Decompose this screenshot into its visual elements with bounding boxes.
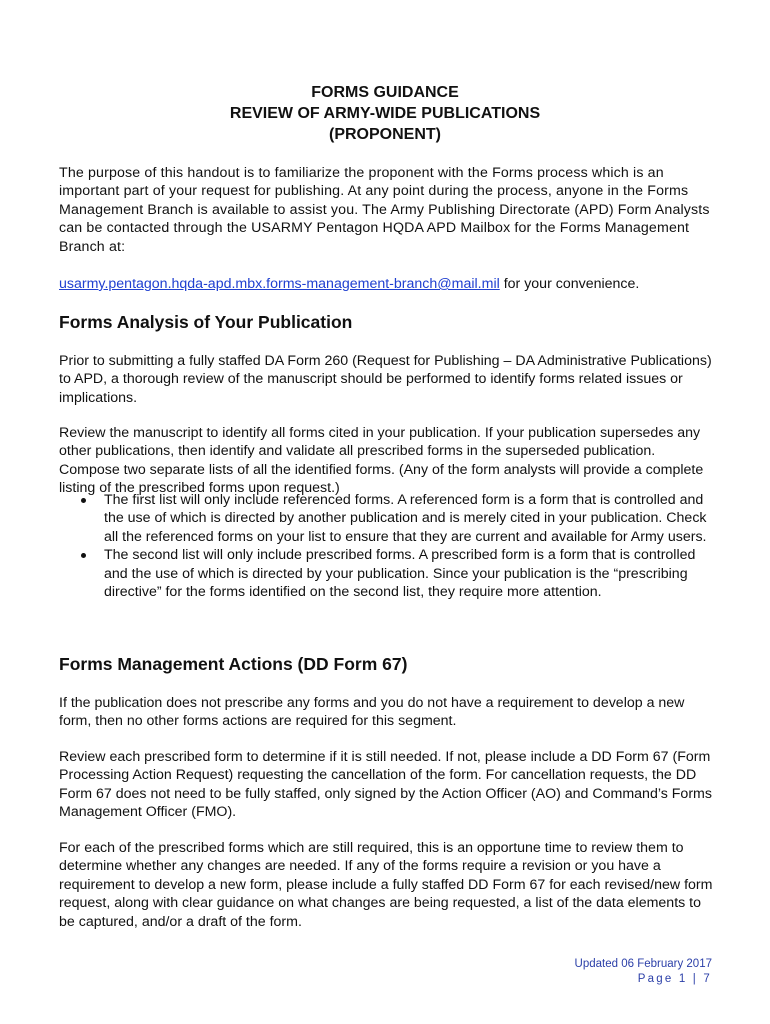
list-item — [59, 491, 719, 546]
bullet-icon — [81, 553, 86, 558]
section-heading-forms-management: Forms Management Actions (DD Form 67) — [59, 654, 408, 674]
document-title — [0, 82, 770, 145]
section-heading-forms-analysis: Forms Analysis of Your Publication — [59, 312, 353, 332]
title-line-3: (PROPONENT) — [329, 126, 441, 143]
list-item — [59, 546, 719, 601]
list-item-text: The second list will only include prescribed forms. A prescribed form is a form that is controlled and the use of which is directed by your publication. Since your publication is the “prescribing directive” for the forms identified on the second list, they require more attention. — [104, 547, 696, 601]
intro-paragraph: The purpose of this handout is to familiarize the proponent with the Forms process which is an important part of your request for publishing. At any point during the process, anyone in the Forms Management Branch is available to assist you. The Army Publishing Directorate (APD) Form Analysts can be contacted through the USARMY Pentagon HQDA APD Mailbox for the Forms Management Branch at: — [59, 165, 710, 255]
title-line-2: REVIEW OF ARMY-WIDE PUBLICATIONS — [229, 105, 541, 122]
bullet-icon — [81, 498, 86, 503]
updated-date: Updated 06 February 2017 — [574, 958, 712, 970]
email-link[interactable]: usarmy.pentagon.hqda-apd.mbx.forms-management-branch@mail.mil — [59, 276, 500, 292]
section2-paragraph-1: If the publication does not prescribe any forms and you do not have a requirement to develop a new form, then no other forms actions are required for this segment. — [59, 695, 685, 730]
page-number: Page 1 | 7 — [637, 973, 712, 985]
section2-paragraph-3: For each of the prescribed forms which are still required, this is an opportune time to review them to determine whether any changes are needed. If any of the forms require a revision or you have a requirement to develop a new form, please include a fully staffed DD Form 67 for each revised/new form request, along with clear guidance on what changes are being requested, a list of the data elements to be captured, and/or a draft of the form. — [59, 840, 713, 930]
title-line-1: FORMS GUIDANCE — [311, 84, 459, 101]
page-footer — [575, 957, 712, 987]
section1-paragraph-2: Review the manuscript to identify all forms cited in your publication. If your publication supersedes any other publications, then identify and validate all prescribed forms in the superseded publication. Compose two separate lists of all the identified forms. (Any of the form analysts will provide a complete listing of the prescribed forms upon request.) — [59, 425, 704, 497]
forms-list — [59, 491, 719, 601]
contact-line — [59, 275, 719, 293]
section1-paragraph-1: Prior to submitting a fully staffed DA Form 260 (Request for Publishing – DA Administrative Publications) to APD, a thorough review of the manuscript should be performed to identify forms related issues or implications. — [59, 353, 712, 406]
contact-suffix: for your convenience. — [499, 276, 640, 292]
list-item-text: The first list will only include referenced forms. A referenced form is a form that is controlled and the use of which is directed by another publication and is merely cited in your publication. Check all the referenced forms on your list to ensure that they are current and available for Army users. — [104, 492, 707, 545]
section2-paragraph-2: Review each prescribed form to determine if it is still needed. If not, please include a DD Form 67 (Form Processing Action Request) requesting the cancellation of the form. For cancellation requests, the DD Form 67 does not need to be fully staffed, only signed by the Action Officer (AO) and Command’s Forms Management Officer (FMO). — [59, 749, 712, 821]
